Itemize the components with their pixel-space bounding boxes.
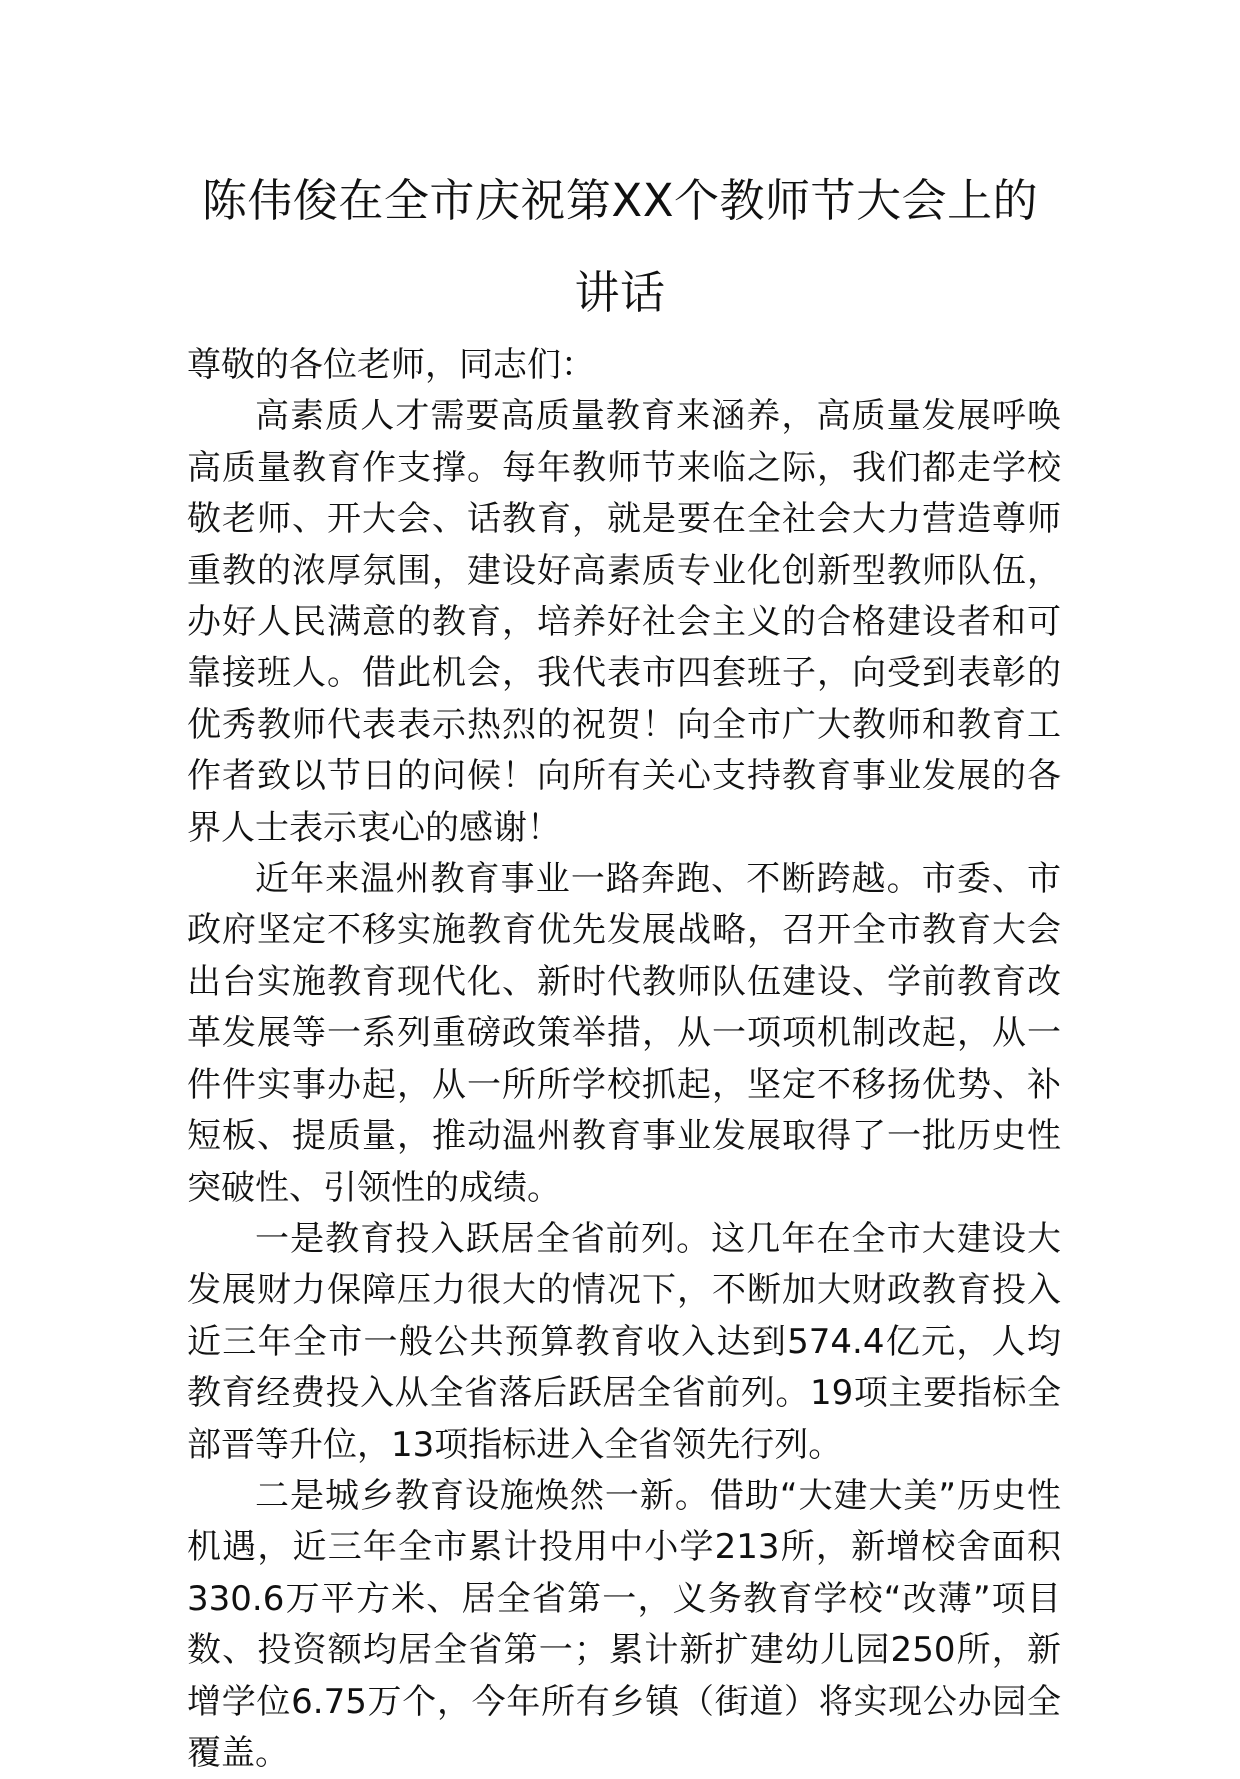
document-title-line-1: 陈伟俊在全市庆祝第XX个教师节大会上的 [201, 174, 1039, 227]
paragraph-2: 近年来温州教育事业一路奔跑、不断跨越。市委、市政府坚定不移实施教育优先发展战略，召开全市教育大会出台实施教育现代化、新时代教师队伍建设、学前教育改革发展等一系列重磅政策举措，从一项项机制改起，从一件件实事办起，从一所所学校抓起，坚定不移扬优势、补短板、提质量，推动温州教育事业发展取得了一批历史性突破性、引领性的成绩。 [187, 859, 1061, 1208]
paragraph-4: 二是城乡教育设施焕然一新。借助“大建大美”历史性机遇，近三年全市累计投用中小学213所，新增校舍面积330.6万平方米、居全省第一，义务教育学校“改薄”项目数、投资额均居全省第一；累计新扩建幼儿园250所，新增学位6.75万个，今年所有乡镇（街道）将实现公办园全覆盖。 [187, 1475, 1061, 1773]
paragraph-1: 高素质人才需要高质量教育来涵养，高质量发展呼唤高质量教育作支撑。每年教师节来临之际，我们都走学校敬老师、开大会、话教育，就是要在全社会大力营造尊师重教的浓厚氛围，建设好高素质专业化创新型教师队伍，办好人民满意的教育，培养好社会主义的合格建设者和可靠接班人。借此机会，我代表市四套班子，向受到表彰的优秀教师代表表示热烈的祝贺！向全市广大教师和教育工作者致以节日的问候！向所有关心支持教育事业发展的各界人士表示衷心的感谢！ [187, 396, 1061, 848]
paragraph-3: 一是教育投入跃居全省前列。这几年在全市大建设大发展财力保障压力很大的情况下，不断加大财政教育投入近三年全市一般公共预算教育收入达到574.4亿元，人均教育经费投入从全省落后跃居全省前列。19项主要指标全部晋等升位，13项指标进入全省领先行列。 [187, 1218, 1061, 1465]
document-title-line-2: 讲话 [574, 266, 666, 319]
salutation: 尊敬的各位老师，同志们： [187, 345, 595, 385]
document-body [187, 340, 1061, 1779]
